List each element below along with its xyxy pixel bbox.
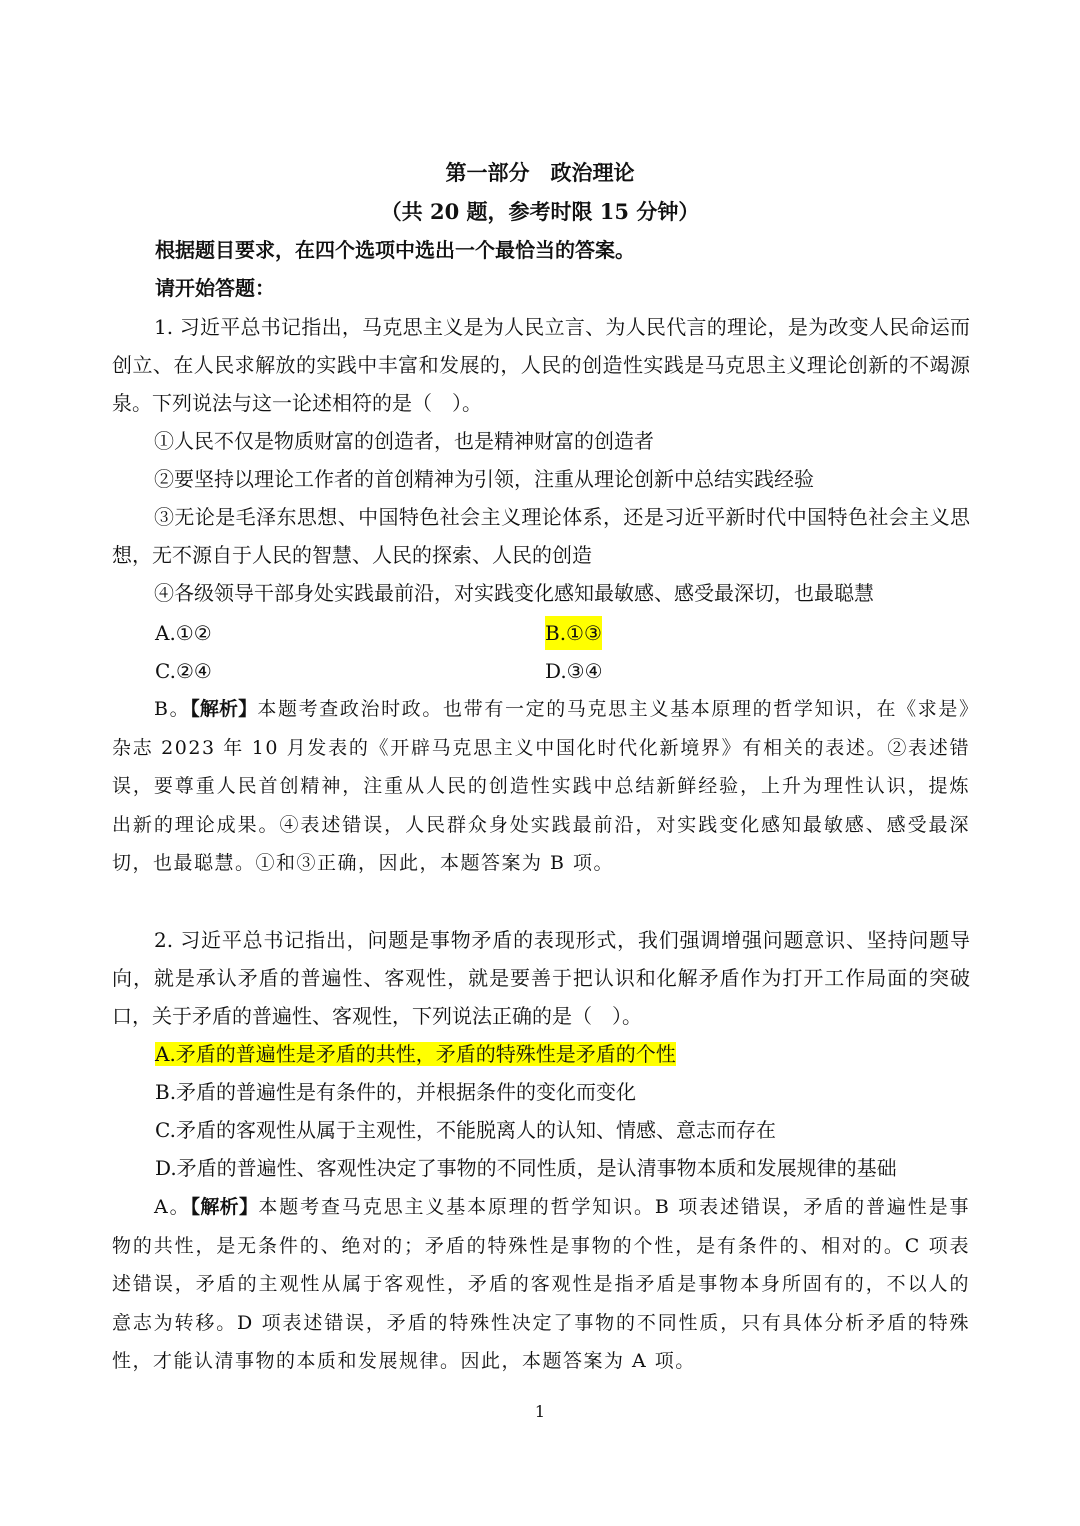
question-1-stem: 1. 习近平总书记指出，马克思主义是为人民立言、为人民代言的理论，是为改变人民命运而创立、在人民求解放的实践中丰富和发展的，人民的创造性实践是马克思主义理论创新的不竭源泉。下列说法与这一论述相符的是（ ）。 — [112, 315, 970, 415]
question-2-option-a-highlighted: A.矛盾的普遍性是矛盾的共性，矛盾的特殊性是矛盾的个性 — [155, 1042, 676, 1066]
question-2-option-d: D.矛盾的普遍性、客观性决定了事物的不同性质，是认清事物本质和发展规律的基础 — [155, 1156, 897, 1180]
question-1-answer: B。 — [154, 698, 191, 720]
question-1-option-b-highlighted: B.①③ — [545, 616, 602, 650]
question-2-analysis-text: 本题考查马克思主义基本原理的哲学知识。B 项表述错误，矛盾的普遍性是事物的共性，是无条件的、绝对的；矛盾的特殊性是事物的个性，是有条件的、相对的。C 项表述错误，矛盾的主观性从属于客观性，矛盾的客观性是指矛盾是事物本身所固有的，不以人的意志为转移。D 项表述错误，矛盾的特殊性决定了事物的不同性质，只有具体分析矛盾的特殊性，才能认清事物的本质和发展规律。因此，本题答案为 A 项。 — [112, 1196, 970, 1372]
question-1-option-d: D.③④ — [545, 659, 603, 683]
question-1-item-2: ②要坚持以理论工作者的首创精神为引领，注重从理论创新中总结实践经验 — [154, 467, 814, 491]
question-2-analysis — [112, 1188, 970, 1381]
question-1-analysis-text: 本题考查政治时政。也带有一定的马克思主义基本原理的哲学知识，在《求是》杂志 2023 年 10 月发表的《开辟马克思主义中国化时代化新境界》有相关的表述。②表述错误，要尊重人民首创精神，注重从人民的创造性实践中总结新鲜经验，上升为理性认识，提炼出新的理论成果。④表述错误，人民群众身处实践最前沿，对实践变化感知最敏感、感受最深切，也最聪慧。①和③正确，因此，本题答案为 B 项。 — [112, 698, 970, 874]
start-prompt: 请开始答题： — [155, 276, 275, 300]
question-1-analysis-tag: 【解析】 — [190, 698, 258, 720]
question-2-answer: A。 — [154, 1196, 191, 1218]
instruction-text: 根据题目要求，在四个选项中选出一个最恰当的答案。 — [155, 238, 635, 262]
question-2-option-b: B.矛盾的普遍性是有条件的，并根据条件的变化而变化 — [155, 1080, 637, 1104]
section-subtitle: （共 20 题，参考时限 15 分钟） — [380, 199, 700, 224]
question-1-option-c: C.②④ — [155, 659, 212, 683]
page-number: 1 — [534, 1402, 546, 1421]
section-title: 第一部分 政治理论 — [445, 160, 635, 185]
question-1-analysis — [112, 690, 970, 883]
question-2-stem: 2. 习近平总书记指出，问题是事物矛盾的表现形式，我们强调增强问题意识、坚持问题导向，就是承认矛盾的普遍性、客观性，就是要善于把认识和化解矛盾作为打开工作局面的突破口，关于矛盾的普遍性、客观性，下列说法正确的是（ ）。 — [112, 928, 970, 1028]
question-1-item-3: ③无论是毛泽东思想、中国特色社会主义理论体系，还是习近平新时代中国特色社会主义思想，无不源自于人民的智慧、人民的探索、人民的创造 — [112, 505, 970, 567]
question-1-item-1: ①人民不仅是物质财富的创造者，也是精神财富的创造者 — [154, 429, 654, 453]
question-1-item-4: ④各级领导干部身处实践最前沿，对实践变化感知最敏感、感受最深切，也最聪慧 — [154, 581, 874, 605]
question-2-analysis-tag: 【解析】 — [190, 1196, 259, 1218]
question-2-option-a — [155, 1037, 676, 1071]
question-1-option-a: A.①② — [155, 621, 212, 645]
question-2-option-c: C.矛盾的客观性从属于主观性，不能脱离人的认知、情感、意志而存在 — [155, 1118, 776, 1142]
